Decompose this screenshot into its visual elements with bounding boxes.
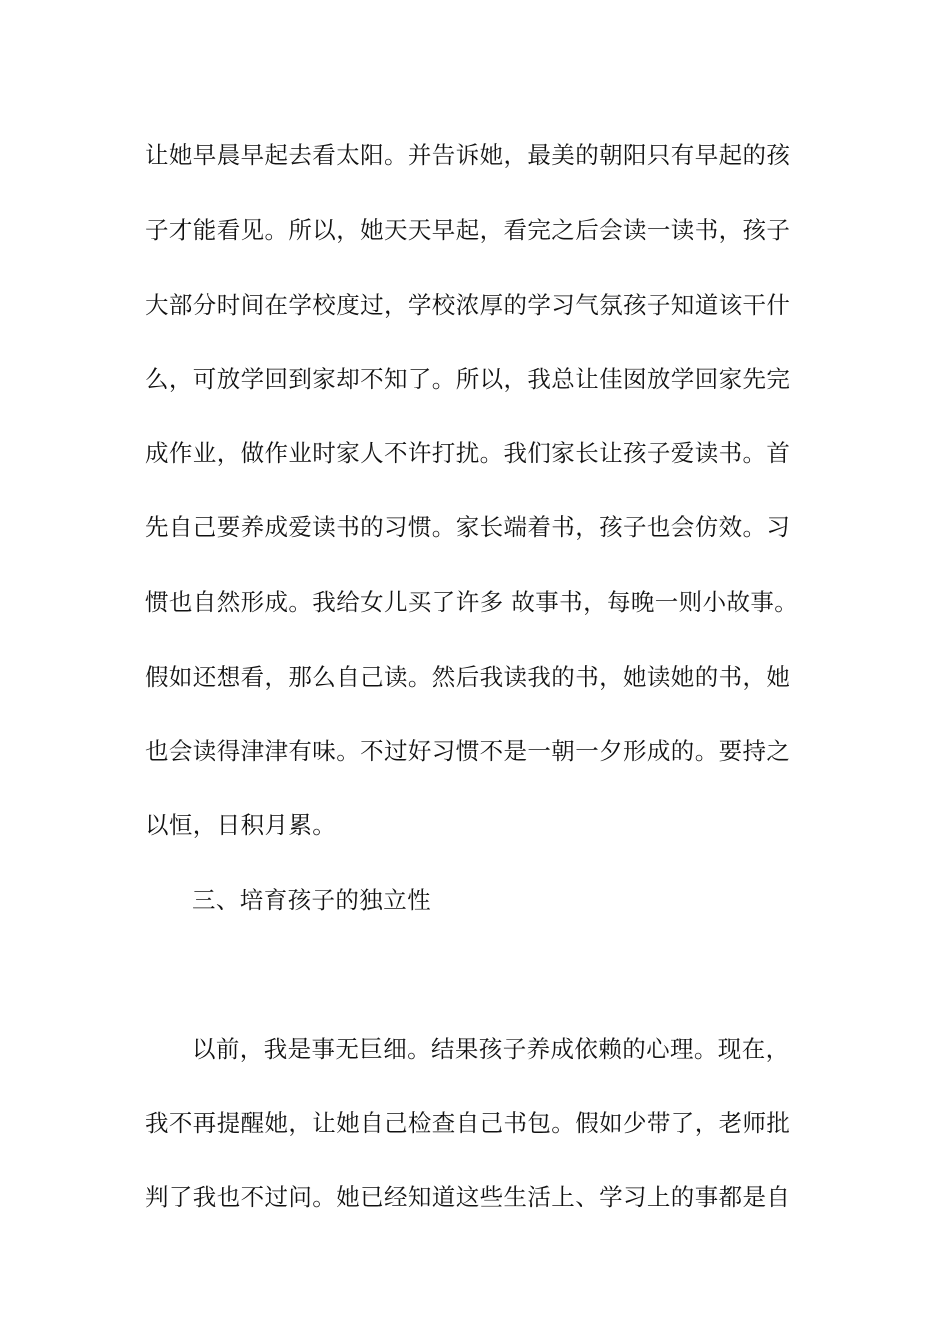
paragraph-1-line-2: 子才能看见。所以，她天天早起，看完之后会读一读书，孩子: [145, 216, 791, 244]
paragraph-1-line-7: 惯也自然形成。我给女儿买了许多 故事书，每晚一则小故事。: [145, 588, 799, 616]
paragraph-1-line-1: 让她早晨早起去看太阳。并告诉她，最美的朝阳只有早起的孩: [145, 141, 791, 169]
paragraph-1-line-4: 么，可放学回到家却不知了。所以，我总让佳囡放学回家先完: [145, 365, 791, 393]
paragraph-1-line-10: 以恒，日积月累。: [145, 811, 337, 839]
paragraph-2-line-1: 以前，我是事无巨细。结果孩子养成依赖的心理。现在，: [192, 1035, 790, 1063]
paragraph-1-line-5: 成作业，做作业时家人不许打扰。我们家长让孩子爱读书。首: [145, 439, 791, 467]
section-heading: 三、培育孩子的独立性: [192, 886, 431, 914]
paragraph-2-line-3: 判了我也不过问。她已经知道这些生活上、学习上的事都是自: [145, 1183, 791, 1211]
paragraph-1-line-8: 假如还想看，那么自己读。然后我读我的书，她读她的书，她: [145, 663, 791, 691]
paragraph-2-line-2: 我不再提醒她，让她自己检查自己书包。假如少带了，老师批: [145, 1109, 791, 1137]
paragraph-1-line-6: 先自己要养成爱读书的习惯。家长端着书，孩子也会仿效。习: [145, 513, 791, 541]
paragraph-1-line-3: 大部分时间在学校度过，学校浓厚的学习气氛孩子知道该干什: [145, 291, 791, 319]
paragraph-1-line-9: 也会读得津津有味。不过好习惯不是一朝一夕形成的。要持之: [145, 737, 791, 765]
